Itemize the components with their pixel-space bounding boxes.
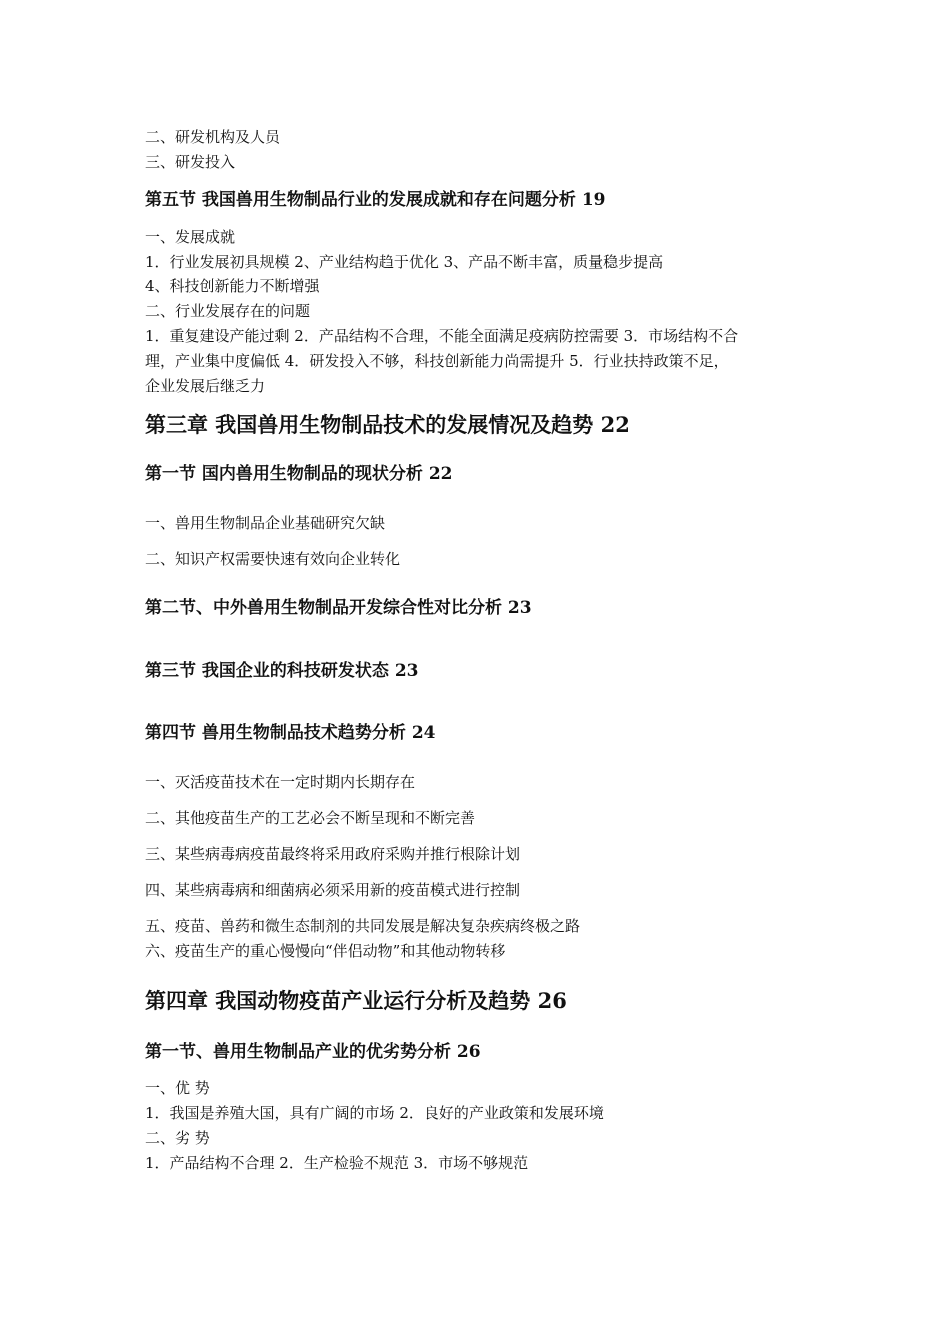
toc-item: 二、劣 势 <box>145 1129 210 1147</box>
toc-item: 1．我国是养殖大国，具有广阔的市场 2．良好的产业政策和发展环境 <box>145 1104 604 1122</box>
chapter-heading: 第四章 我国动物疫苗产业运行分析及趋势 26 <box>145 988 567 1013</box>
toc-item: 1．产品结构不合理 2．生产检验不规范 3．市场不够规范 <box>145 1154 529 1172</box>
toc-item: 1．行业发展初具规模 2、产业结构趋于优化 3、产品不断丰富，质量稳步提高 <box>145 253 664 271</box>
section-heading: 第二节、中外兽用生物制品开发综合性对比分析 23 <box>145 598 532 618</box>
toc-item: 五、疫苗、兽药和微生态制剂的共同发展是解决复杂疾病终极之路 <box>145 917 581 935</box>
section-heading: 第一节 国内兽用生物制品的现状分析 22 <box>145 464 453 484</box>
toc-item: 二、行业发展存在的问题 <box>145 302 311 320</box>
toc-item: 二、其他疫苗生产的工艺必会不断呈现和不断完善 <box>145 809 476 827</box>
toc-item: 三、研发投入 <box>145 153 236 171</box>
toc-item: 二、知识产权需要快速有效向企业转化 <box>145 550 401 568</box>
section-heading: 第四节 兽用生物制品技术趋势分析 24 <box>145 723 436 743</box>
toc-item: 1．重复建设产能过剩 2．产品结构不合理，不能全面满足疫病防控需要 3．市场结构不合 <box>145 327 739 345</box>
toc-item: 一、兽用生物制品企业基础研究欠缺 <box>145 514 386 532</box>
chapter-heading: 第三章 我国兽用生物制品技术的发展情况及趋势 22 <box>145 412 630 437</box>
toc-item: 一、发展成就 <box>145 228 236 246</box>
toc-item: 六、疫苗生产的重心慢慢向“伴侣动物”和其他动物转移 <box>145 942 506 960</box>
toc-item: 四、某些病毒病和细菌病必须采用新的疫苗模式进行控制 <box>145 881 521 899</box>
toc-item: 4、科技创新能力不断增强 <box>145 277 320 295</box>
section-heading: 第五节 我国兽用生物制品行业的发展成就和存在问题分析 19 <box>145 190 606 210</box>
toc-item: 理，产业集中度偏低 4．研发投入不够，科技创新能力尚需提升 5．行业扶持政策不足， <box>145 352 729 370</box>
toc-item: 三、某些病毒病疫苗最终将采用政府采购并推行根除计划 <box>145 845 521 863</box>
section-heading: 第三节 我国企业的科技研发状态 23 <box>145 661 419 681</box>
toc-item: 一、灭活疫苗技术在一定时期内长期存在 <box>145 773 416 791</box>
toc-item: 企业发展后继乏力 <box>145 377 266 395</box>
section-heading: 第一节、兽用生物制品产业的优劣势分析 26 <box>145 1042 481 1062</box>
toc-item: 二、研发机构及人员 <box>145 128 281 146</box>
toc-item: 一、优 势 <box>145 1079 210 1097</box>
